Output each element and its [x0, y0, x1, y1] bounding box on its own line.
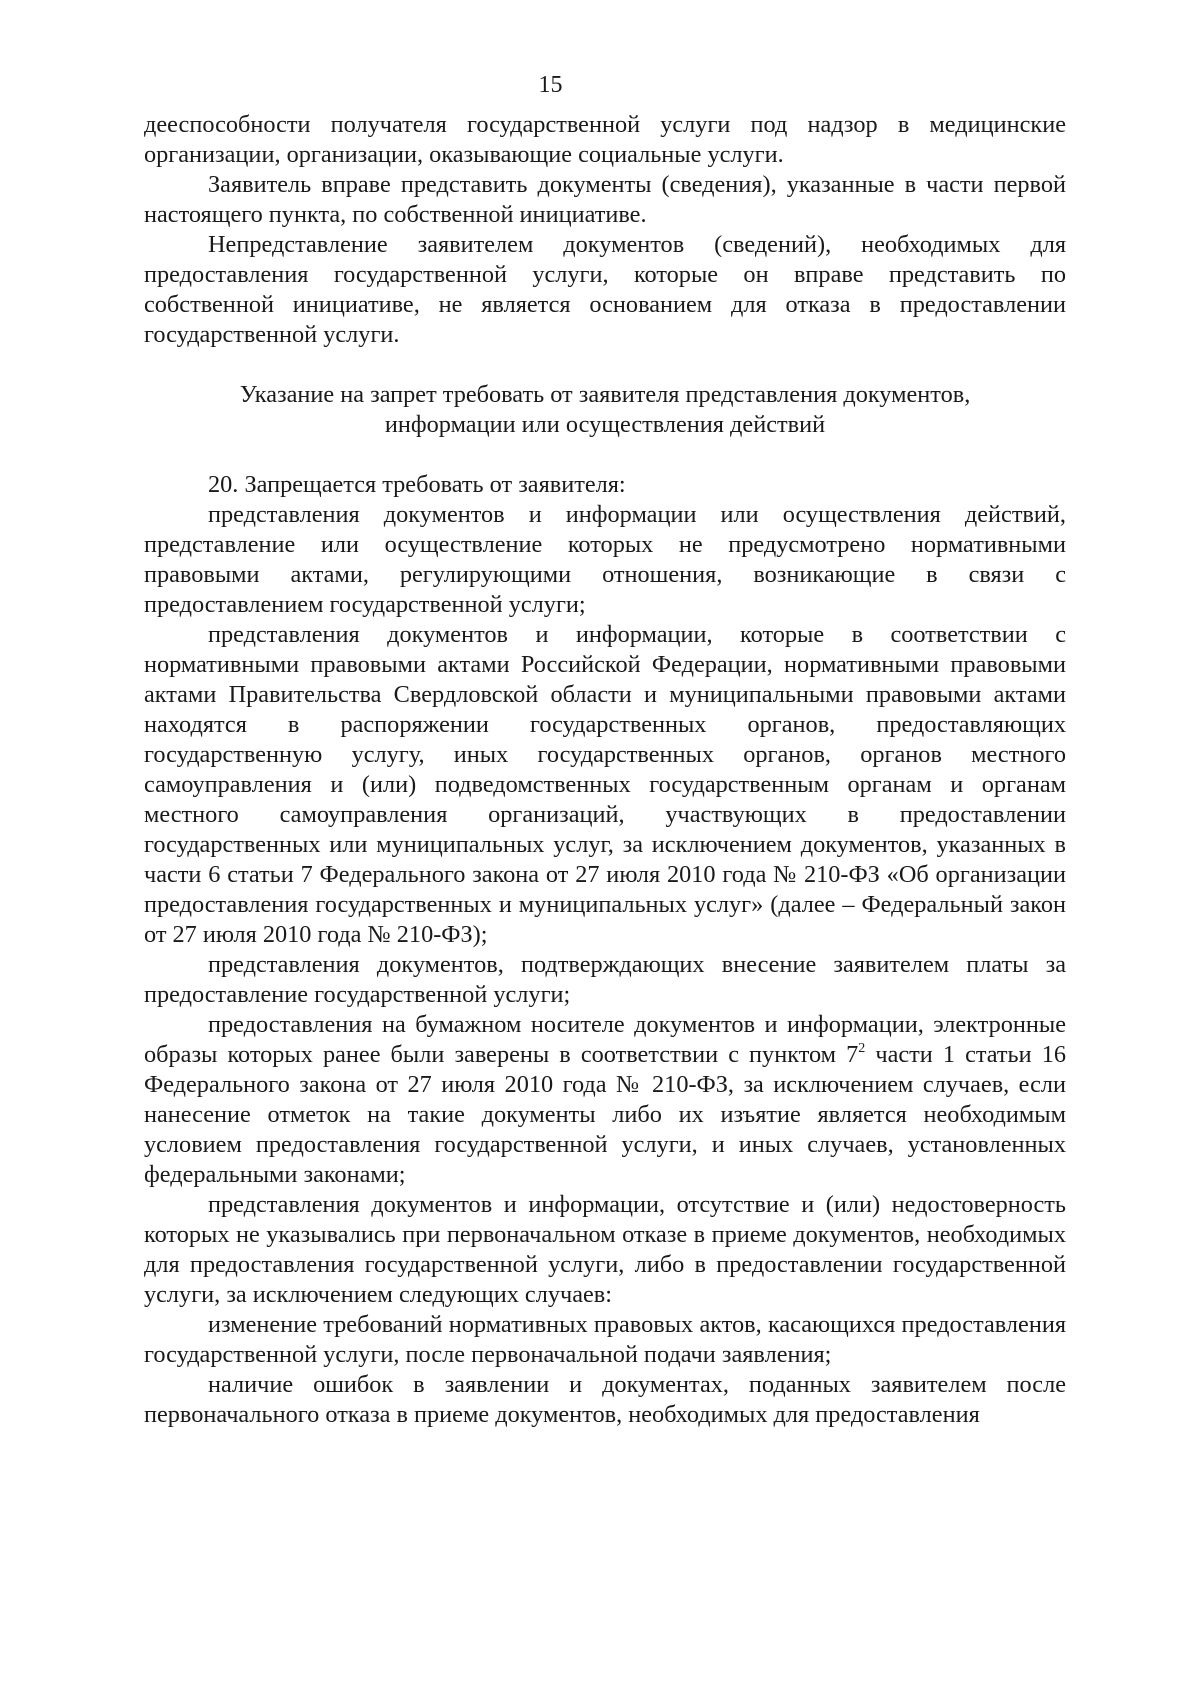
list-item: [144, 1010, 1066, 1190]
section-heading: [144, 380, 1066, 440]
list-item: представления документов и информации, отсутствие и (или) недостоверность которых не указывались при первоначальном отказе в приеме документов, необходимых для предоставления государственной услуги, либо в предоставлении государственной услуги, за исключением следующих случаев:: [144, 1191, 1066, 1308]
paragraph: Непредставление заявителем документов (сведений), необходимых для предоставления государственной услуги, которые он вправе представить по собственной инициативе, не является основанием для отказа в предоставлении государственной услуги.: [144, 231, 1066, 348]
list-item: представления документов и информации или осуществления действий, представление или осуществление которых не предусмотрено нормативными правовыми актами, регулирующими отношения, возникающие в связи с предоставлением государственной услуги;: [144, 501, 1066, 618]
section-heading-line: информации или осуществления действий: [384, 411, 826, 438]
sub-list-item: наличие ошибок в заявлении и документах, поданных заявителем после первоначального отказа в приеме документов, необходимых для предоставления: [144, 1371, 1066, 1428]
list-item: представления документов, подтверждающих внесение заявителем платы за предоставление государственной услуги;: [144, 951, 1066, 1008]
list-item-text: предоставления на бумажном носителе документов и информации, электронные образы которых ранее были заверены в соответствии с пунктом 7: [144, 1011, 1066, 1068]
page-number: 15: [538, 72, 563, 98]
superscript: 2: [858, 1041, 866, 1056]
clause-20-intro: 20. Запрещается требовать от заявителя:: [208, 471, 626, 498]
section-heading-line: Указание на запрет требовать от заявителя представления документов,: [239, 381, 971, 408]
list-item: представления документов и информации, которые в соответствии с нормативными правовыми актами Российской Федерации, нормативными правовыми актами Правительства Свердловской области и муниципальными правовыми актами находятся в распоряжении государственных органов, предоставляющих государственную услугу, иных государственных органов, органов местного самоуправления и (или) подведомственных государственным органам и органам местного самоуправления организаций, участвующих в предоставлении государственных или муниципальных услуг, за исключением документов, указанных в части 6 статьи 7 Федерального закона от 27 июля 2010 года № 210-ФЗ «Об организации предоставления государственных и муниципальных услуг» (далее – Федеральный закон от 27 июля 2010 года № 210-ФЗ);: [144, 621, 1066, 948]
document-body: [144, 110, 1066, 1430]
paragraph: Заявитель вправе представить документы (сведения), указанные в части первой настоящего пункта, по собственной инициативе.: [144, 171, 1066, 228]
paragraph-continuation: дееспособности получателя государственной услуги под надзор в медицинские организации, организации, оказывающие социальные услуги.: [144, 111, 1066, 168]
sub-list-item: изменение требований нормативных правовых актов, касающихся предоставления государственной услуги, после первоначальной подачи заявления;: [144, 1311, 1066, 1368]
list-item-text: части 1 статьи 16 Федерального закона от 27 июля 2010 года № 210-ФЗ, за исключением случаев, если нанесение отметок на такие документы либо их изъятие является необходимым условием предоставления государственной услуги, и иных случаев, установленных федеральными законами;: [144, 1041, 1066, 1188]
